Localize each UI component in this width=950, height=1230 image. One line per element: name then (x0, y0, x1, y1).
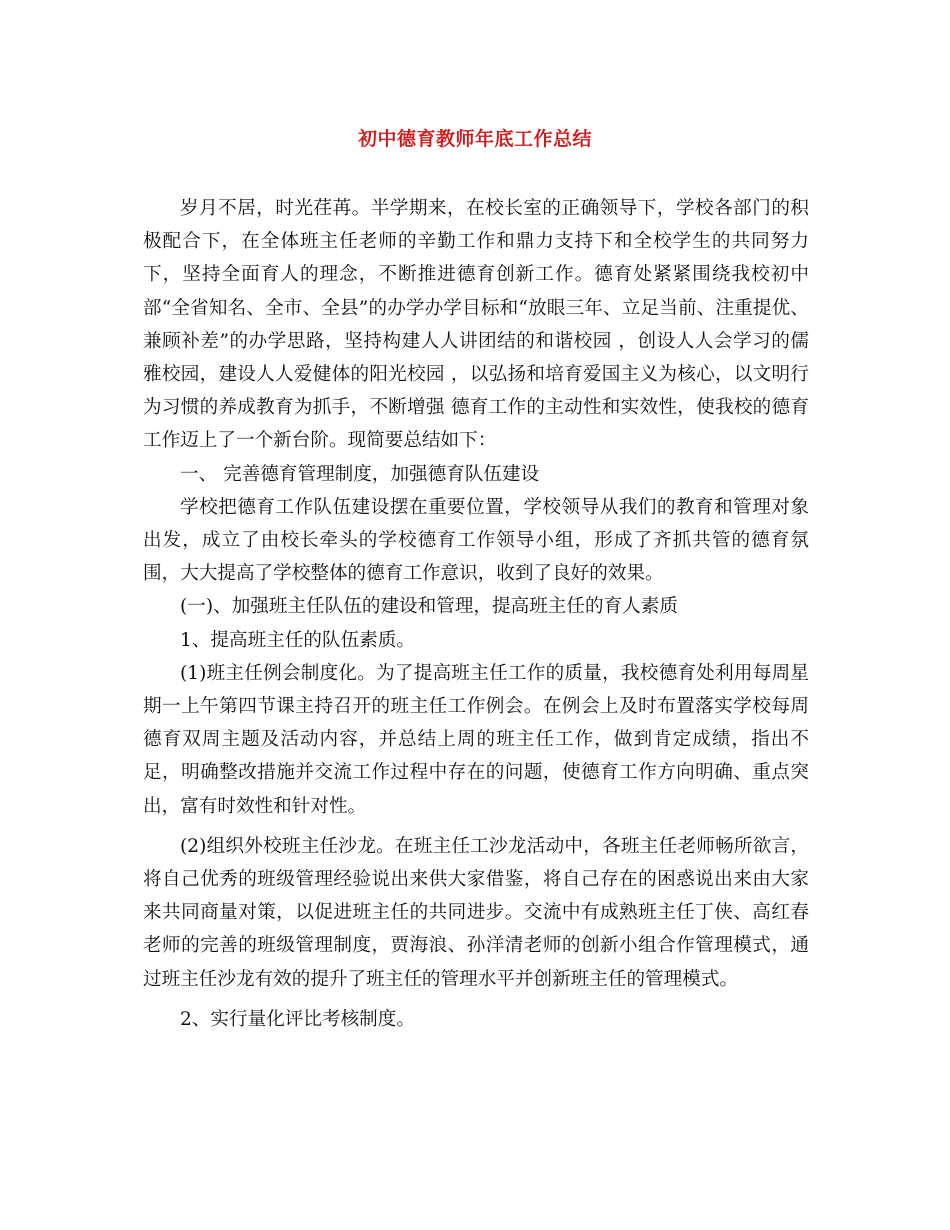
document-title: 初中德育教师年底工作总结 (357, 128, 592, 150)
paragraph-item-1-2: (2)组织外校班主任沙龙。在班主任工沙龙活动中，各班主任老师畅所欲言，将自己优秀的班级管理经验说出来供大家借鉴，将自己存在的困惑说出来由大家来共同商量对策，以促进班主任的共同进步。交流中有成熟班主任丁侠、高红春老师的完善的班级管理制度，贾海浪、孙洋清老师的创新小组合作管理模式，通过班主任沙龙有效的提升了班主任的管理水平并创新班主任的管理模式。 (143, 835, 809, 990)
document-body (143, 192, 809, 1036)
heading-section-1: 一、 完善德育管理制度，加强德育队伍建设 (180, 463, 540, 485)
heading-item-1: 1、提高班主任的队伍素质。 (180, 629, 415, 651)
paragraph-item-1-1: (1)班主任例会制度化。为了提高班主任工作的质量，我校德育处利用每周星期一上午第四节课主持召开的班主任工作例会。在例会上及时布置落实学校每周德育双周主题及活动内容，并总结上周的班主任工作，做到肯定成绩，指出不足，明确整改措施并交流工作过程中存在的问题，使德育工作方向明确、重点突出，富有时效性和针对性。 (143, 662, 809, 817)
heading-item-2: 2、实行量化评比考核制度。 (180, 1008, 415, 1030)
heading-subsection-1: (一)、加强班主任队伍的建设和管理，提高班主任的育人素质 (180, 596, 678, 618)
paragraph-section-1: 学校把德育工作队伍建设摆在重要位置，学校领导从我们的教育和管理对象出发，成立了由校长牵头的学校德育工作领导小组，形成了齐抓共管的德育氛围，大大提高了学校整体的德育工作意识，收到了良好的效果。 (143, 496, 809, 585)
paragraph-intro: 岁月不居，时光荏苒。半学期来，在校长室的正确领导下，学校各部门的积极配合下，在全体班主任老师的辛勤工作和鼎力支持下和全校学生的共同努力下，坚持全面育人的理念，不断推进德育创新工作。德育处紧紧围绕我校初中部“全省知名、全市、全县”的办学办学目标和“放眼三年、立足当前、注重提优、兼顾补差”的办学思路，坚持构建人人讲团结的和谐校园 ，创设人人会学习的儒雅校园，建设人人爱健体的阳光校园 ，以弘扬和培育爱国主义为核心，以文明行为习惯的养成教育为抓手，不断增强 德育工作的主动性和实效性，使我校的德育工作迈上了一个新台阶。现简要总结如下： (143, 198, 809, 452)
